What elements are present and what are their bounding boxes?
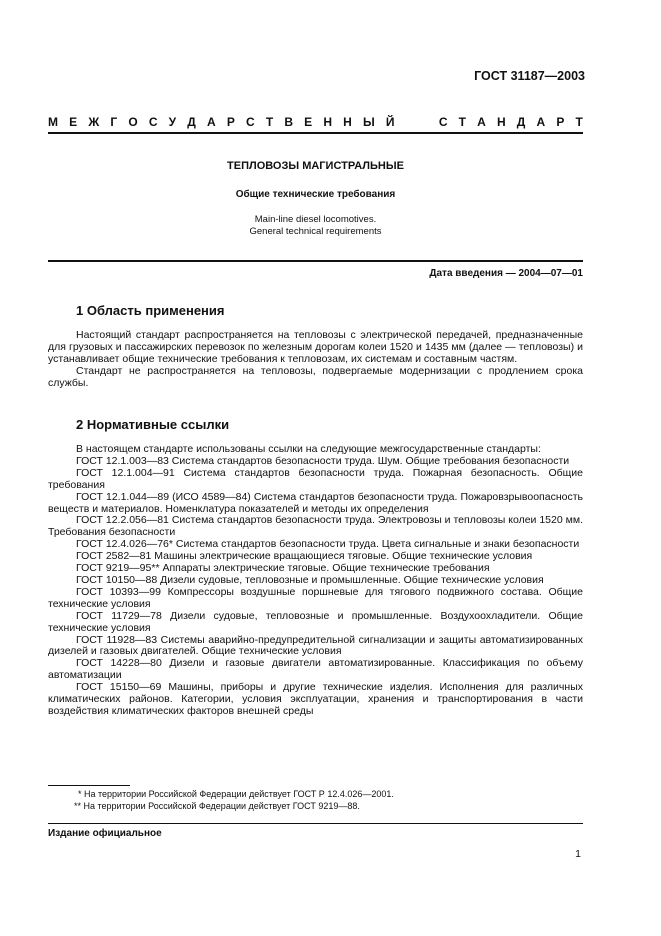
document-subtitle: Общие технические требования xyxy=(235,189,396,200)
banner-letter: Т xyxy=(265,115,274,129)
banner-letter: А xyxy=(477,115,486,129)
banner-letter: О xyxy=(128,115,138,129)
banner-letter: Ы xyxy=(362,115,375,129)
page-number: 1 xyxy=(575,848,581,860)
banner-letter: Р xyxy=(226,115,235,129)
footer-rule xyxy=(48,823,583,824)
english-title-line-2: General technical requirements xyxy=(249,226,382,237)
banner-letter: В xyxy=(284,115,293,129)
reference-item: ГОСТ 12.1.004—91 Система стандартов безопасности труда. Пожарная безопасность. Общие требования xyxy=(48,466,583,491)
edition-label: Издание официальное xyxy=(48,828,162,839)
section-1-body xyxy=(48,330,583,390)
banner-letter: М xyxy=(48,115,58,129)
section-2-heading: 2 Нормативные ссылки xyxy=(76,417,230,432)
banner-letter: Д xyxy=(187,115,196,129)
reference-item: ГОСТ 9219—95** Аппараты электрические тяговые. Общие технические требования xyxy=(76,562,490,575)
banner-letter: Й xyxy=(385,115,395,129)
banner-letter: Д xyxy=(516,115,526,129)
reference-item: ГОСТ 11729—78 Дизели судовые, тепловозные и промышленные. Воздухоохладители. Общие технические условия xyxy=(48,609,583,634)
document-code: ГОСТ 31187—2003 xyxy=(474,69,585,83)
reference-item: ГОСТ 12.1.044—89 (ИСО 4589—84) Система стандартов безопасности труда. Пожаровзрывоопасность веществ и материалов. Номенклатура показателей и методы их определения xyxy=(48,490,583,515)
banner-letter: С xyxy=(148,115,158,129)
footnote-1: * На территории Российской Федерации действует ГОСТ Р 12.4.026—2001. xyxy=(78,789,394,799)
header-rule xyxy=(48,132,583,134)
banner-letter: Е xyxy=(69,115,78,129)
english-title-line-1: Main-line diesel locomotives. xyxy=(254,214,377,225)
banner-letter: С xyxy=(438,115,448,129)
reference-item: ГОСТ 14228—80 Дизели и газовые двигатели автоматизированные. Классификация по объему автоматизации xyxy=(48,657,583,682)
banner-letter: Р xyxy=(556,115,565,129)
reference-item: ГОСТ 2582—81 Машины электрические вращающиеся тяговые. Общие технические условия xyxy=(76,550,533,563)
reference-item: ГОСТ 10393—99 Компрессоры воздушные поршневые для тягового подвижного состава. Общие технические условия xyxy=(48,585,583,610)
banner-letter: Н xyxy=(343,115,352,129)
reference-item: ГОСТ 10150—88 Дизели судовые, тепловозные и промышленные. Общие технические условия xyxy=(76,573,544,586)
banner-letter: Н xyxy=(323,115,332,129)
banner-letter: С xyxy=(245,115,255,129)
title-rule xyxy=(48,260,583,262)
banner-letter: У xyxy=(168,115,177,129)
banner-letter: Н xyxy=(496,115,506,129)
banner-letter: Ж xyxy=(88,115,100,129)
banner-letter: Т xyxy=(575,115,583,129)
reference-item: ГОСТ 12.2.056—81 Система стандартов безопасности труда. Электровозы и тепловозы колеи 1520 мм. Требования безопасности xyxy=(48,514,583,539)
reference-item: ГОСТ 15150—69 Машины, приборы и другие технические изделия. Исполнения для различных климатических районов. Категории, условия эксплуатации, хранения и транспортирования в части воздействия климатических факторов внешней среды xyxy=(48,681,583,717)
reference-item: ГОСТ 11928—83 Системы аварийно-предупредительной сигнализации и защиты автоматизированных дизелей и газовых двигателей. Общие технические условия xyxy=(48,633,583,658)
banner-letter: А xyxy=(536,115,546,129)
introduction-date: Дата введения — 2004—07—01 xyxy=(429,268,583,279)
section-2-body xyxy=(48,444,583,718)
section-1-heading: 1 Область применения xyxy=(76,303,225,318)
paragraph: В настоящем стандарте использованы ссылки на следующие межгосударственные стандарты: xyxy=(76,443,541,455)
footnote-2: ** На территории Российской Федерации действует ГОСТ 9219—88. xyxy=(74,801,360,811)
document-title: ТЕПЛОВОЗЫ МАГИСТРАЛЬНЫЕ xyxy=(227,160,404,172)
paragraph: Настоящий стандарт распространяется на тепловозы с электрической передачей, предназначенные для грузовых и пассажирских перевозок по железным дорогам колеи 1520 и 1435 мм (далее — тепловозы) и устанавливает общие технические требования к тепловозам, их системам и составным частям. xyxy=(48,329,583,365)
paragraph: Стандарт не распространяется на тепловозы, подвергаемые модернизации с продлением срока службы. xyxy=(48,364,583,389)
banner-letter: Г xyxy=(110,115,118,129)
reference-item: ГОСТ 12.4.026—76* Система стандартов безопасности труда. Цвета сигнальные и знаки безопасности xyxy=(76,538,580,551)
banner-letter: А xyxy=(206,115,216,129)
footnote-rule xyxy=(48,785,130,786)
standard-type-banner xyxy=(48,115,583,129)
banner-letter: Т xyxy=(458,115,466,129)
banner-word-gap xyxy=(406,115,428,129)
banner-letter: Е xyxy=(304,115,313,129)
reference-item: ГОСТ 12.1.003—83 Система стандартов безопасности труда. Шум. Общие требования безопасности xyxy=(76,454,570,467)
